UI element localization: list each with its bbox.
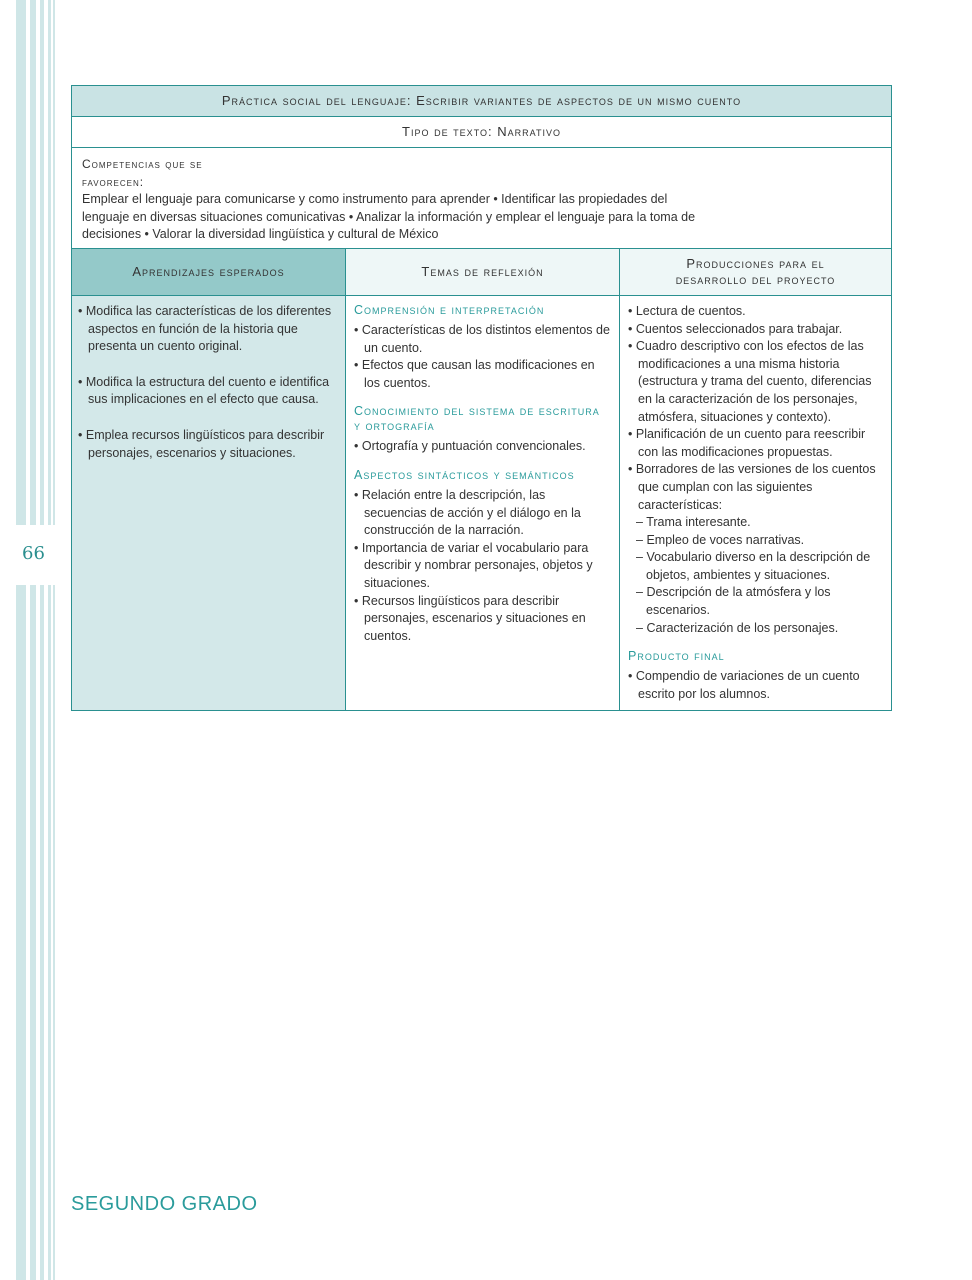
competencias-label: Competencias que se favorecen: [82,157,203,189]
competencias-text: Emplear el lenguaje para comunicarse y como instrumento para aprender • Identificar las propiedades del lenguaje en diversas situaciones comunicativas • Analizar la información y emplear el lenguaje para la toma de decisiones • Valorar la diversidad lingüística y cultural de México [82,192,696,242]
section-title: Producto final [628,649,725,664]
practica-header: Práctica social del lenguaje: Escribir variantes de aspectos de un mismo cuento [72,86,892,117]
decorative-stripe [40,0,44,525]
list-item: • Cuentos seleccionados para trabajar. [628,321,883,339]
list-item: • Modifica la estructura del cuento e identifica sus implicaciones en el efecto que causa. [78,374,339,409]
list-item: • Relación entre la descripción, las secuencias de acción y el diálogo en la construcción de la narración. [354,487,611,540]
curriculum-table [71,85,892,711]
list-item: • Emplea recursos lingüísticos para describir personajes, escenarios y situaciones. [78,427,339,462]
decorative-stripe [16,585,26,1280]
list-item: • Compendio de variaciones de un cuento escrito por los alumnos. [628,668,883,703]
section-title: Aspectos sintácticos y semánticos [354,467,575,482]
list-item: • Características de los distintos elementos de un cuento. [354,322,611,357]
list-item: • Modifica las características de los diferentes aspectos en función de la historia que presenta un cuento original. [78,303,339,356]
list-item: • Ortografía y puntuación convencionales. [354,438,611,456]
decorative-stripe [53,0,55,525]
aprendizajes-cell [72,295,346,710]
list-item: • Lectura de cuentos. [628,303,883,321]
decorative-stripe [30,585,36,1280]
decorative-stripe [40,585,44,1280]
list-item: • Efectos que causan las modificaciones en los cuentos. [354,357,611,392]
list-item: • Planificación de un cuento para reescribir con las modificaciones propuestas. [628,426,883,461]
decorative-stripe [30,0,36,525]
tipo-texto: Tipo de texto: Narrativo [72,117,892,148]
decorative-stripe [48,585,51,1280]
list-item: • Recursos lingüísticos para describir personajes, escenarios y situaciones en cuentos. [354,593,611,646]
sub-item: – Trama interesante. [628,514,883,532]
temas-cell [346,295,620,710]
column-header-producciones: Producciones para el desarrollo del proyecto [620,248,892,295]
column-header-temas: Temas de reflexión [346,248,620,295]
column-header-aprendizajes: Aprendizajes esperados [72,248,346,295]
competencias-row [72,148,892,249]
list-item: • Cuadro descriptivo con los efectos de las modificaciones a una misma historia (estructura y trama del cuento, diferencias en la caracterización de los personajes, atmósfera, situaciones y contexto). [628,338,883,426]
sub-item: – Descripción de la atmósfera y los escenarios. [628,584,883,619]
page-number: 66 [22,543,45,564]
section-title: Comprensión e interpretación [354,302,545,317]
footer-grade: SEGUNDO GRADO [71,1193,258,1215]
section-title: Conocimiento del sistema de escritura y ortografía [354,404,600,434]
sub-item: – Caracterización de los personajes. [628,620,883,638]
decorative-stripe [16,0,26,525]
sub-item: – Empleo de voces narrativas. [628,532,883,550]
decorative-stripe [48,0,51,525]
list-item: • Importancia de variar el vocabulario para describir y nombrar personajes, objetos y situaciones. [354,540,611,593]
decorative-stripe [53,585,55,1280]
producciones-cell [620,295,892,710]
list-item: • Borradores de las versiones de los cuentos que cumplan con las siguientes características: [628,461,883,514]
sub-item: – Vocabulario diverso en la descripción de objetos, ambientes y situaciones. [628,549,883,584]
